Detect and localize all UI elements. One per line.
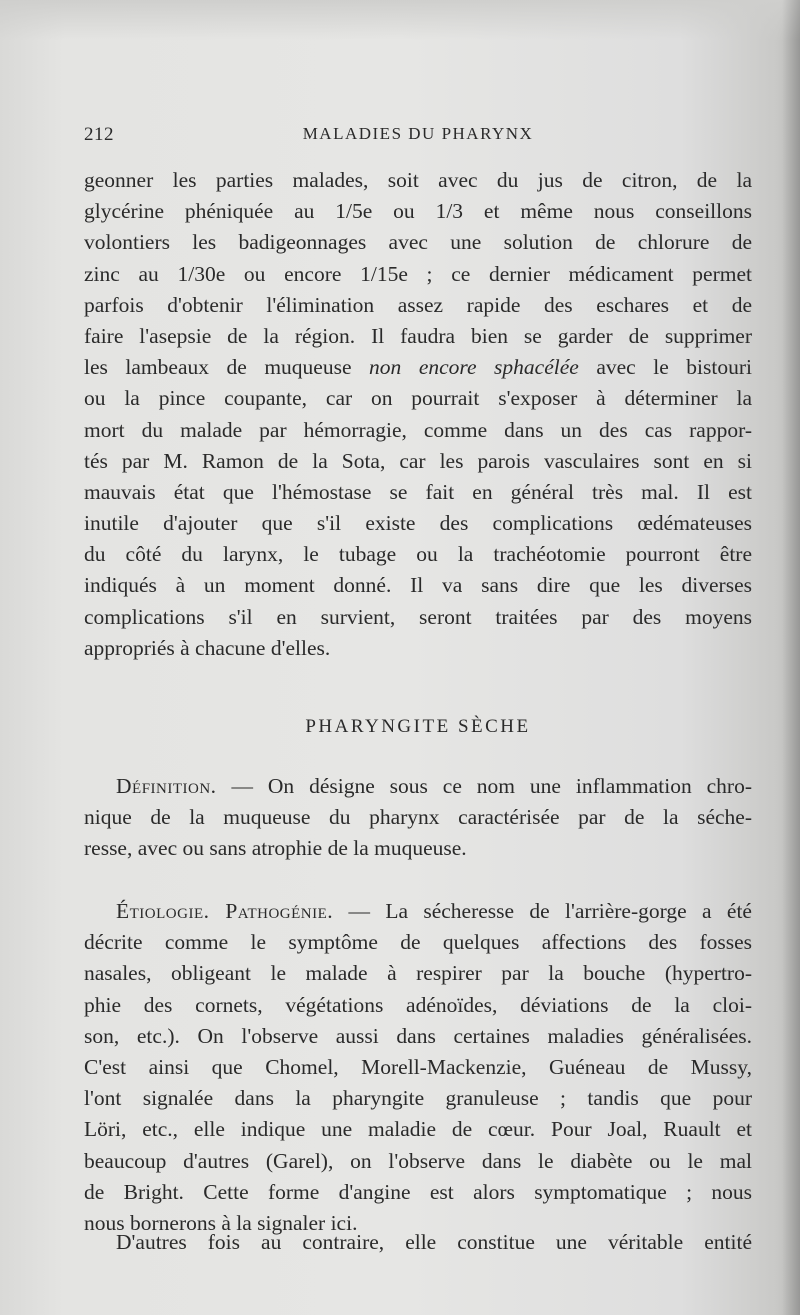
paragraph-continuation xyxy=(84,1227,752,1258)
text-run: avec le bistouri xyxy=(578,355,752,380)
text-line: l'ont signalée dans la pharyngite granuleuse ; tandis que pour xyxy=(84,1086,752,1111)
page-edge-shadow xyxy=(0,0,800,40)
text-line: glycérine phéniquée au 1/5e ou 1/3 et même nous conseillons xyxy=(84,199,752,224)
text-line xyxy=(84,352,752,383)
text-line: parfois d'obtenir l'élimination assez rapide des eschares et de xyxy=(84,292,752,317)
text-line: geonner les parties malades, soit avec du jus de citron, de la xyxy=(84,168,752,192)
text-line: resse, avec ou sans atrophie de la muqueuse. xyxy=(84,836,467,861)
running-title: MALADIES DU PHARYNX xyxy=(302,124,534,143)
text-line xyxy=(84,896,752,927)
text-run: les lambeaux de muqueuse xyxy=(84,355,370,380)
text-line: ou la pince coupante, car on pourrait s'exposer à déterminer la xyxy=(84,386,752,411)
text-line: inutile d'ajouter que s'il existe des complications œdémateuses xyxy=(84,511,752,536)
page-number: 212 xyxy=(84,124,114,145)
text-line: appropriés à chacune d'elles. xyxy=(84,635,331,660)
text-line: phie des cornets, végétations adénoïdes, déviations de la cloi- xyxy=(84,992,752,1017)
text-line: du côté du larynx, le tubage ou la trachéotomie pourront être xyxy=(84,542,752,567)
text-line: C'est ainsi que Chomel, Morell-Mackenzie, Guéneau de Mussy, xyxy=(84,1054,752,1079)
section-title: PHARYNGITE SÈCHE xyxy=(305,716,531,737)
run-in-heading: Définition. xyxy=(116,774,217,798)
text-line xyxy=(84,771,752,802)
run-in-heading: Étiologie. Pathogénie. xyxy=(116,899,334,923)
page-header xyxy=(84,124,752,152)
paragraph-etiology xyxy=(84,896,752,1239)
text-line: nous bornerons à la signaler ici. xyxy=(84,1210,358,1235)
text-line: décrite comme le symptôme de quelques affections des fosses xyxy=(84,930,752,955)
text-line: nasales, obligeant le malade à respirer par la bouche (hypertro- xyxy=(84,961,752,986)
text-line: faire l'asepsie de la région. Il faudra bien se garder de supprimer xyxy=(84,323,752,348)
text-line: nique de la muqueuse du pharynx caractérisée par de la séche- xyxy=(84,805,752,830)
text-run: — On désigne sous ce nom une inflammation chro- xyxy=(216,774,752,798)
text-line: Löri, etc., elle indique une maladie de cœur. Pour Joal, Ruault et xyxy=(84,1117,752,1142)
text-line: beaucoup d'autres (Garel), on l'observe dans le diabète ou le mal xyxy=(84,1148,752,1173)
text-run: — La sécheresse de l'arrière-gorge a été xyxy=(333,899,752,923)
page-binding-shadow xyxy=(782,0,800,1315)
text-line: volontiers les badigeonnages avec une solution de chlorure de xyxy=(84,230,752,255)
text-line: zinc au 1/30e ou encore 1/15e ; ce dernier médicament permet xyxy=(84,261,752,286)
text-line: D'autres fois au contraire, elle constitue une véritable entité xyxy=(116,1230,752,1254)
text-line: complications s'il en survient, seront traitées par des moyens xyxy=(84,604,752,629)
text-line: son, etc.). On l'observe aussi dans certaines maladies généralisées. xyxy=(84,1023,752,1048)
text-line: mort du malade par hémorragie, comme dans un des cas rappor- xyxy=(84,417,752,442)
text-line: indiqués à un moment donné. Il va sans dire que les diverses xyxy=(84,573,752,598)
paragraph-treatment xyxy=(84,165,752,664)
paragraph-definition xyxy=(84,771,752,865)
text-line: mauvais état que l'hémostase se fait en général très mal. Il est xyxy=(84,479,752,504)
text-line: tés par M. Ramon de la Sota, car les parois vasculaires sont en si xyxy=(84,448,752,473)
italic-phrase: non encore sphacélée xyxy=(369,355,579,380)
text-line: de Bright. Cette forme d'angine est alors symptomatique ; nous xyxy=(84,1179,752,1204)
